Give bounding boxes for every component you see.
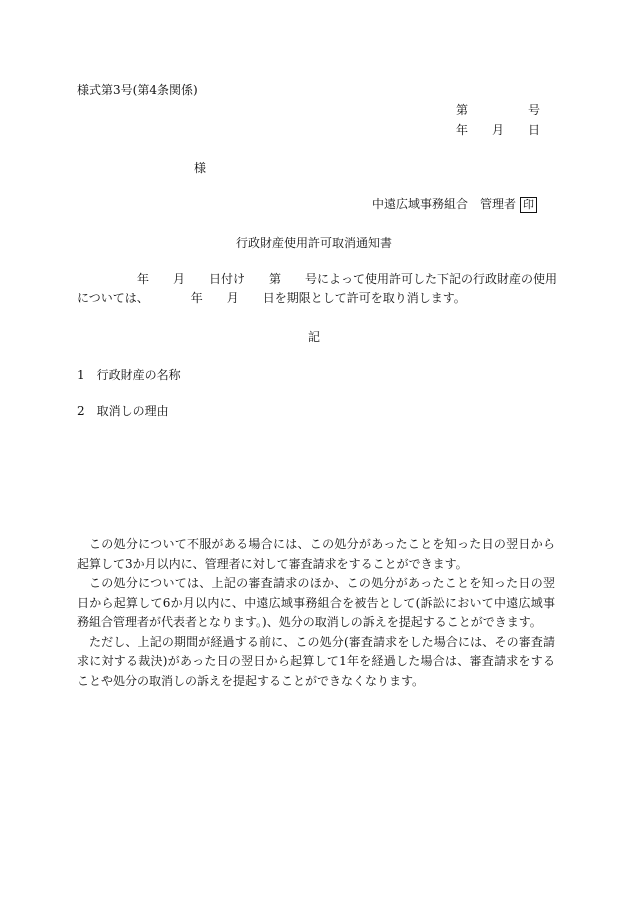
notice-paragraph-2: この処分については、上記の審査請求のほか、この処分があったことを知った日の翌日から起算して6か月以内に、中遠広域事務組合を被告として(訴訟において中遠広域事務組合管理者が代表者となります。)、処分の取消しの訴えを提起することができます。	[77, 576, 555, 629]
number-prefix: 第	[456, 103, 469, 117]
notice-paragraph-3: ただし、上記の期間が経過する前に、この処分(審査請求をした場合には、その審査請求に対する裁決)があった日の翌日から起算して1年を経過した場合は、審査請求をすることや処分の取消しの訴えを提起することができなくなります。	[77, 634, 555, 688]
notice-paragraph-1: この処分について不服がある場合には、この処分があったことを知った日の翌日から起算して3か月以内に、管理者に対して審査請求をすることができます。	[77, 537, 555, 571]
issuer-line	[372, 197, 537, 213]
body-line-2: については、 年 月 日を期限として許可を取り消します。	[77, 291, 466, 305]
document-title: 行政財産使用許可取消通知書	[236, 236, 393, 250]
addressee-suffix: 様	[194, 161, 207, 175]
date-year: 年	[456, 123, 469, 137]
seal-mark: 印	[520, 197, 537, 213]
item-1	[77, 369, 181, 381]
item-label: 行政財産の名称	[96, 368, 181, 382]
item-number: 2	[77, 404, 85, 418]
ki-heading: 記	[308, 330, 321, 344]
item-label: 取消しの理由	[96, 404, 169, 418]
item-number: 1	[77, 368, 85, 382]
issuer-title: 管理者	[480, 197, 517, 211]
body-line-1: 年 月 日付け 第 号によって使用許可した下記の行政財産の使用	[77, 272, 558, 286]
date-month: 月	[492, 123, 505, 137]
number-suffix: 号	[528, 103, 541, 117]
item-2	[77, 405, 169, 417]
issuer-org: 中遠広域事務組合	[372, 197, 469, 211]
appeal-notice	[77, 535, 555, 691]
form-label: 様式第3号(第4条関係)	[77, 83, 198, 97]
date-day: 日	[528, 123, 541, 137]
